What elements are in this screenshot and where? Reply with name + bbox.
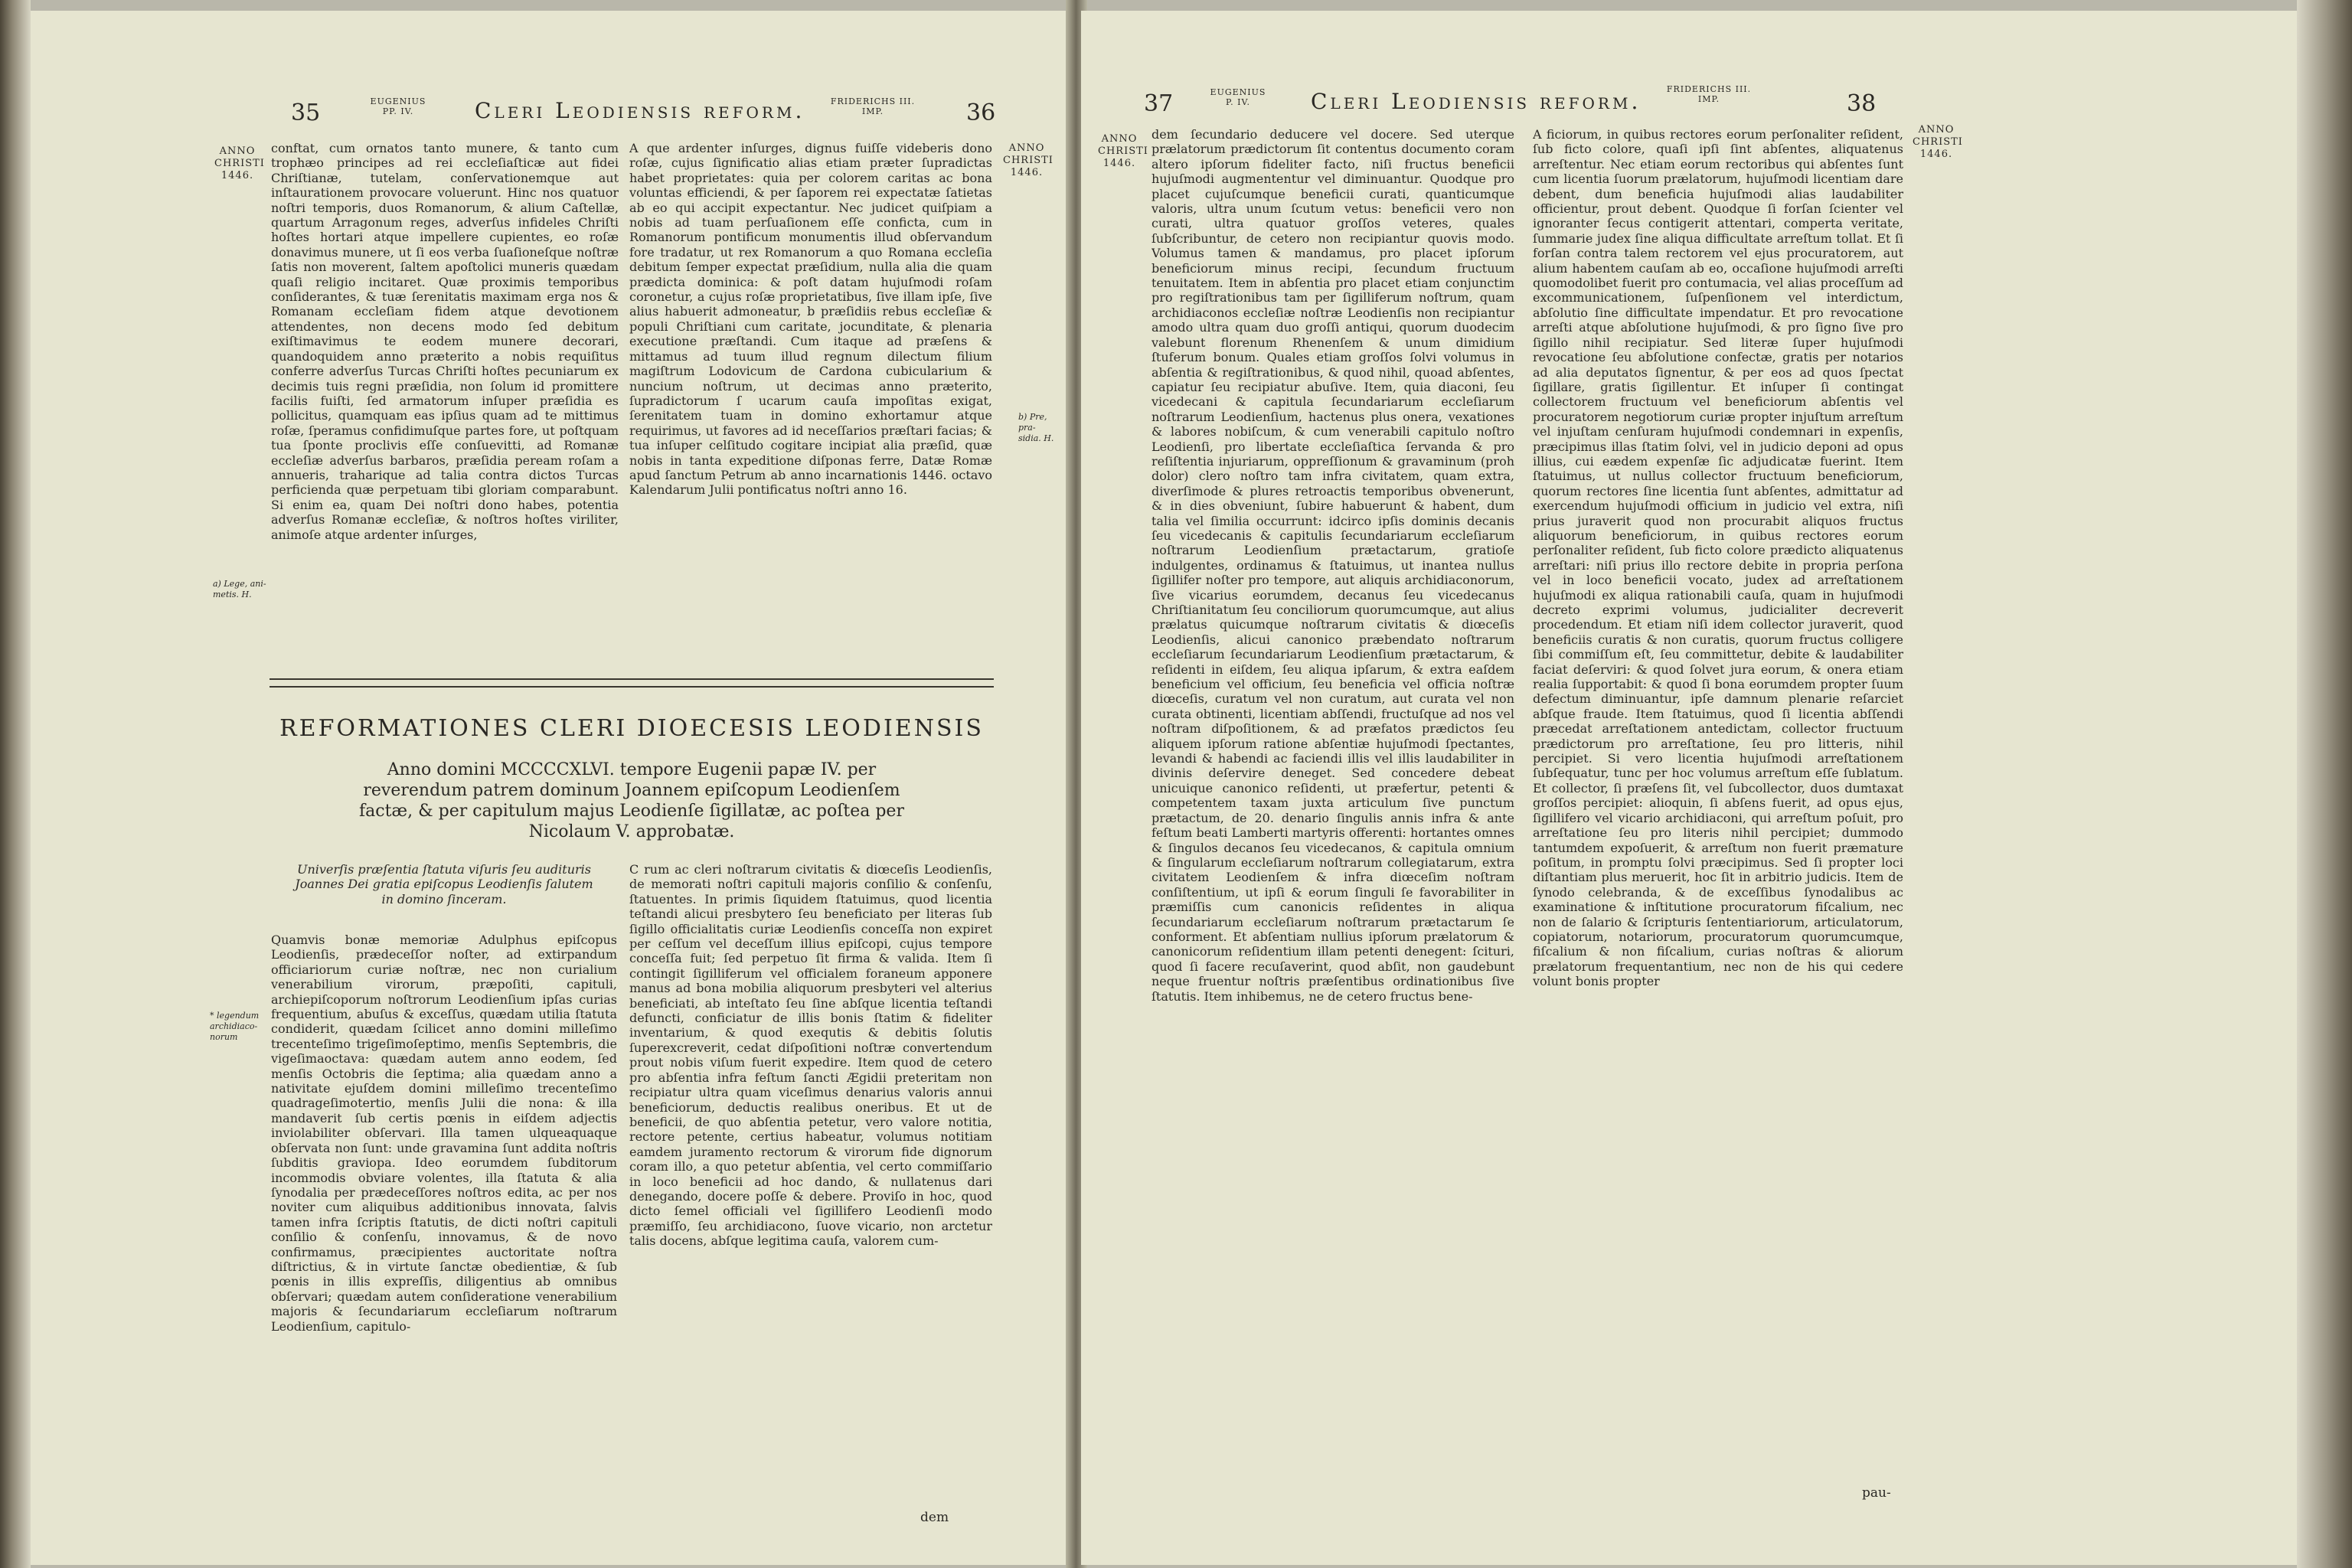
running-emperor: FRIDERICHS III. IMP. — [1666, 84, 1752, 104]
folio-number-35: 35 — [291, 100, 321, 126]
text-column-1 — [1152, 127, 1514, 1505]
folio-number-38: 38 — [1847, 90, 1877, 117]
running-pope: EUGENIUS PP. IV. — [370, 96, 426, 116]
section-subtitle: Anno domini MCCCCXLVI. tempore Eugenii papæ IV. per reverendum patrem dominum Joannem epiſcopum Leodienſem factæ, & per capitulum majus Leodienſe ſigillatæ, ac poſtea per Nicolaum V. approbatæ. — [359, 760, 904, 841]
margin-anno-christi: ANNO CHRISTI 1446. — [1003, 142, 1054, 178]
paragraph: C rum ac cleri noſtrarum civitatis & diœceſis Leodienſis, de memorati noſtri capituli majoris conſilio & conſenſu, ſtatuentes. In primis ſiquidem ſtatuimus, quod licentia teſtandi alicui presbytero ſeu beneficiato per literas ſub ſigillo officialitatis curiæ Leodienſis conceſſa non expiret per ceſſum vel deceſſum illius epiſcopi, cujus tempore conceſſa fuit; ſed perpetuo ſit firma & valida. Item ſi contingit ſigilliferum vel officialem foraneum apponere manus ad bona mobilia aliquorum presbyteri vel alterius beneficiati, ab inteſtato ſeu ſine abſque licentia teſtandi defuncti, conficiatur de illis bonis ſtatim & fideliter inventarium, & quod exequtis & debitis ſolutis ſuperexcreverit, cedat diſpoſitioni noſtræ convertendum prout nobis viſum fuerit expedire. Item quod de cetero pro abſentia infra feſtum ſancti Ægidii preteritam non recipiatur ultra quam viceſimus denarius valoris annui beneficiorum, deductis realibus oneribus. Et ut de beneficii, de quo abſentia petetur, vero valore notitia, rectore petente, certius habeatur, volumus notitiam eamdem juramento rectorum & virorum fide dignorum coram illo, a quo petetur abſentia, vel certo commiſſario in loco beneficii ad hoc dando, & nullatenus dari denegando, docere poſſe & debere. Proviſo in hoc, quod dicto ſemel officiali vel ſigillifero Leodienſi modo præmiſſo, ſeu archidiacono, ſuove vicario, non arctetur talis docens, abſque legitima cauſa, valorem cum- — [629, 862, 992, 1249]
text-column-3 — [271, 933, 617, 1514]
margin-footnote-a: a) Lege, ani- metis. H. — [213, 579, 266, 599]
folio-number-37: 37 — [1144, 90, 1174, 117]
margin-footnote-b: b) Pre, pra- sidia. H. — [1018, 412, 1054, 443]
running-pope: EUGENIUS P. IV. — [1210, 87, 1266, 107]
text-column-4 — [629, 862, 992, 1505]
folio-number-36: 36 — [966, 100, 996, 126]
paragraph: Quamvis bonæ memoriæ Adulphus epiſcopus Leodienſis, prædeceſſor noſter, ad extirpandum officiariorum curiæ noſtræ, nec non curialium venerabilium virorum, præpoſiti, capituli, archiepiſcoporum noſtrorum Leodienſium ipſas curias frequentium, abuſus & exceſſus, quædam utilia ſtatuta condiderit, quædam ſcilicet anno domini milleſimo trecenteſimo trigeſimoſeptimo, menſis Septembris, die vigeſimaoctava: quædam autem anno eodem, ſed menſis Octobris die ſeptima; alia quædam anno a nativitate ejuſdem domini milleſimo trecenteſimo quadrageſimotertio, menſis Julii die nona: & illa mandaverit ſub certis pœnis in eiſdem adjectis inviolabiliter obſervari. Illa tamen ulqueaquaque obſervata non ſunt: unde gravamina ſunt addita noſtris ſubditis gravioра. Ideo eorumdem ſubditorum incommodis obviare volentes, illa ſtatuta & alia ſynodalia per prædeceſſores noſtros edita, ac per nos noviter cum aliquibus additionibus innovata, ſalvis tamen infra ſcriptis ſtatutis, de dicti noſtri capituli conſilio & conſenſu, innovamus, & de novo confirmamus, præcipientes auctoritate noſtra diſtrictius, & in virtute ſanctæ obedientiæ, & ſub pœnis in illis expreſſis, diligentius ab omnibus obſervari; quædam autem conſiderationе venerabilium majoris & ſecundariarum eccleſiarum noſtrarum Leodienſium, capitulo- — [271, 933, 617, 1334]
section-title: REFORMATIONES CLERI DIOECESIS LEODIENSIS — [279, 715, 984, 742]
text-column-2 — [629, 141, 992, 631]
right-page — [1081, 11, 2297, 1565]
right-page-edges — [2297, 0, 2352, 1568]
salutation: Univerſis præſentia ſtatuta viſuris ſeu audituris Joannes Dei gratia epiſcopus Leodienſis ſalutem in domino ſinceram. — [295, 862, 593, 906]
paragraph: dem ſecundario deducere vel docere. Sed uterque prælatorum prædictorum ſit contentus documento coram altero ipſorum fideliter facto, niſi fructus beneficii hujuſmodi augmententur vel diminuantur. Quodque pro placet cujuſcumque beneficii curati, quanticumque valoris, ultra unum ſcutum vetus: beneficii vero non curati, ultra quatuor groſſos veteres, quales ſubſcribuntur, de cetero non recipiantur quovis modo. Volumus tamen & mandamus, pro placet ipſorum beneficiorum minus recipi, ſecundum fructuum tenuitatem. Item in abſentia pro placet etiam conjunctim pro regiſtrationibus tam per ſigilliferum noſtrum, quam archidiaconos eccleſiæ noſtræ Leodienſis non recipiantur amodo ultra quam duo groſſi antiqui, quorum duodecim valebunt florenum Rhenenſem & unum dimidium ſtuferum bonum. Quales etiam groſſos ſolvi volumus in abſentia & regiſtrationibus, & quod nihil, quoad abſentes, capiatur ſeu recipiatur abuſive. Item, quia diaconi, ſeu vicedecani & capitula ſecundariarum eccleſiarum noſtrarum Leodienſium, hactenus plus onera, vexationes & labores nobiſcum, & cum venerabili capitulo noſtro Leodienſi, pro libertate eccleſiaſtica ſervanda & pro reſiſtentia injuriarum, oppreſſionum & gravaminum (proh dolor) clero noſtro tam infra civitatem, quam extra, diverſimode & plures retroactis temporibus obvenerunt, & in dies obveniunt, ſubire habuerunt & habent, dum talia vel ſimilia occurrunt: idcirco ipſis dominis decanis ſeu vicedecanis & capitulis ſecundariarum eccleſiarum noſtrarum Leodienſium prætactarum, gratioſe indulgentes, ordinamus & ſtatuimus, ut inantea nullus ſigillifer noſter pro tempore, aut aliquis archidiaconorum, ſive vicarius eorumdem, decanus ſeu vicedecanus Chriſtianitatum ſeu conciliorum quorumcumque, aut alius prælatus quicumque noſtrarum civitatis & diœceſis Leodienſis, alicui canonico præbendato noſtrarum eccleſiarum ſecundariarum Leodienſium prætactarum, & reſidenti in eiſdem, ſeu aliqua ipſarum, & extra eaſdem beneficium vel officium, ſeu beneficia vel officia noſtræ diœceſis, curatum vel non curatum, aut curata vel non curata obtinenti, licentiam abſſendi, fructuſque ad nos vel noſtram diſpoſitionem, & ad præfatos prædictos ſeu aliquem ipſorum ratione abſentiæ hujuſmodi ſpectantes, levandi & habendi ac faciendi illis vel illis laudabiliter in divinis deſervire deneget. Sed concedere debeat unicuique canonico reſidenti, ut præfertur, petenti & competentem taxam juxta articulum ſive punctum prætactum, de 20. denario ſingulis annis infra & ante feſtum beati Lamberti martyris offerenti: hortantes omnes & ſingulos decanos ſeu vicedecanos, & capitula omnium & ſingularum eccleſiarum noſtrarum collegiatarum, extra civitatem Leodienſem & infra diœceſim noſtram conſiſtentium, ut ipſi & eorum ſinguli ſe favorabiliter in præmiſſis cum canonicis reſidentes in aliqua ſecundariarum eccleſiarum noſtrarum prætactarum ſe conforment. Et abſentiam nullius ipſorum prælatorum & canonicorum reſidentium illam petenti denegent: ſcituri, quod ſi facere recuſaverint, quod abſit, non gaudebunt neque fruentur noſtris præſentibus ordinationibus ſive ſtatutis. Item inhibemus, ne de cetero fructus bene- — [1152, 127, 1514, 1004]
running-title: Cleri Leodiensis reform. — [475, 98, 805, 123]
catchword: dem — [920, 1510, 949, 1525]
paragraph: A que ardenter inſurges, dignus fuiſſe videberis dono roſæ, cujus ſignificatio alias etiam præter ſupradictas habet proprietates: quia per colorem caritas ac bona voluntas efficiendi, & per ſaporem rei expectatæ ſatietas ab eo qui accipit expectantur. Nec judicet quiſpiam a nobis ad tuam perſuaſionem eſſe conficta, cum in Romanorum pontificum monumentis illud obſervandum fore tradatur, ut rex Romanorum a quo Romana eccleſia debitum ſemper expectat præſidium, nulla alia die quam prædicta dominica: & poſt datam hujuſmodi roſam coronetur, a cujus roſæ proprietatibus, ſive illam ipſe, ſive alius habuerit admoneatur, b præſidiis rebus eccleſiæ & populi Chriſtiani cum caritate, jocunditate, & plenaria executione præſtandi. Cum itaque ad præſens & mittamus ad tuum illud regnum dilectum filium magiſtrum Lodovicum de Cardona cubicularium & nuncium noſtrum, ut decimas anno præterito, ſupradictorum ſ ucarum cauſa impoſitas exigat, ſerenitatem tuam in domino exhortamur atque requirimus, ut favores ad id neceſſarios præſtari facias; & tua inſuper celſitudo cogitare incipiat alia præſid, quæ nobis in tanta expeditione diſponas ferre, Datæ Romæ apud ſanctum Petrum ab anno incarnationis 1446. octavo Kalendarum Julii pontificatus noſtri anno 16. — [629, 141, 992, 498]
left-page-edges — [0, 0, 31, 1568]
running-emperor: FRIDERICHS III. IMP. — [830, 96, 916, 116]
paragraph: conftat, cum ornatos tanto munere, & tanto cum trophæo principes ad rei eccleſiaſticæ aut fidei Chriſtianæ, tutelam, conſervationemque aut inſtaurationem provocare voluerunt. Hinc nos quatuor noſtri temporis, duos Romanorum, & alium Caſtellæ, quartum Arragonum reges, adverſus infideles Chriſti hoſtes hortari atque impellere cupientes, eo roſæ donavimus munere, ut ſi eos verba ſuaſioneſque noſtræ ſatis non moverent, ſaltem apoſtolici muneris quædam quaſi religio incitaret. Quæ proximis temporibus conſiderantes, & tuæ ſerenitatis maximam erga nos & Romanam eccleſiam fidem atque devotionem attendentes, non decens modo ſed debitum exiſtimavimus te eodem munere decorari, quandoquidem anno præterito a nobis requiſitus conferre adverſus Turcas Chriſti hoſtes pecuniarum ex decimis tuis regni præſidia, non ſolum id promittere facilis fuiſti, ſed armatorum inſuper præſidia es pollicitus, quamquam eas ipſius quam ad te mittimus roſæ, ſperamus confidimuſque partes fore, ut poſtquam tua ſponte proclivis eſſe conſuevitti, ad Romanæ eccleſiæ adverſus barbaros, præſidia peream roſam a annueris, traharique ad talia contra dictos Turcas perficienda quæ perpetuam tibi gloriam comparabunt. Si enim ea, quam Dei noſtri dono habes, potentia adverſus Romanæ eccleſiæ, & noſtros hoſtes viriliter, animoſe atque ardenter inſurges, — [271, 141, 619, 542]
left-page — [31, 11, 1072, 1565]
margin-anno-christi: ANNO CHRISTI 1446. — [214, 145, 265, 181]
text-column-1 — [271, 141, 619, 631]
text-column-2 — [1533, 127, 1903, 1505]
margin-anno-christi: ANNO CHRISTI 1446. — [1913, 124, 1963, 160]
running-title: Cleri Leodiensis reform. — [1311, 89, 1642, 114]
ornament-rule — [270, 678, 994, 688]
margin-footnote-c: * legendum archidiaco- norum — [210, 1011, 260, 1042]
catchword: pau- — [1862, 1485, 1891, 1501]
margin-anno-christi: ANNO CHRISTI 1446. — [1098, 133, 1148, 169]
paragraph: A ficiorum, in quibus rectores eorum perſonaliter reſident, ſub ficto colore, quaſi ipſi ſint abſentes, aliquatenus arreſtentur. Nec etiam eorum rectoribus qui abſentes ſunt cum licentia ſuorum prælatorum, hujuſmodi licentiam dare debent, dum beneficia hujuſmodi alias laudabiliter officientur, prout debent. Quodque ſi forſan ſcienter vel ignoranter ſecus contigerit attentari, comperta veritate, ſummarie judex ſine aliqua difficultate arreſtum tollat. Et ſi forſan contra talem rectorem vel ejus procuratorem, aut alium habentem cauſam ab eo, occaſione hujuſmodi arreſti quomodolibet fuerit pro contumacia, vel alias proceſſum ad excommunicationem, ſuſpenſionem vel interdictum, abſolutio ſine difficultate impendatur. Et pro revocatione arreſti atque abſolutione hujuſmodi, & pro ſigno ſive pro ſigillo nihil recipiatur. Sed literæ ſuper hujuſmodi revocatione ſeu abſolutione confectæ, gratis per notarios ad alia deputatos ſignentur, & per eos ad quos ſpectat ſigillare, gratis ſigillentur. Et inſuper ſi contingat collectorem fructuum vel beneficiorum abſentis vel procuratorem negotiorum curiæ propter injuſtum arreſtum vel injuſtam cenſuram hujuſmodi condemnari in expenſis, præcipimus illas ſtatim ſolvi, vel in judicio deponi ad opus illius, cui eædem expenſæ ſic adjudicatæ fuerint. Item ſtatuimus, ut nullus collector fructuum beneficiorum, quorum rectores ſine licentia ſunt abſentes, admittatur ad exercendum hujuſmodi officium in judicio vel extra, niſi prius juraverit quod non procurabit aliquos fructus aliquorum beneficiorum, in quibus rectores eorum perſonaliter reſident, ſub ficto colore prædicto aliquatenus arreſtari: niſi prius illo rectore debite in propria perſona vel in loco beneficii vocato, judex ad arreſtationem hujuſmodi ex aliqua rationabili cauſa, quam in hujuſmodi decreto exprimi volumus, judicialiter decreverit procedendum. Et etiam niſi idem collector juraverit, quod beneficiis curatis & non curatis, quorum fructus colligere ſibi commiſſum eſt, ſeu committetur, debite & laudabiliter faciat deſerviri: & quod ſolvet jura eorum, & onera etiam realia ſupportabit: & quod ſi bona eorumdem propter ſuum defectum diminuantur, ipſe damnum plenarie reſarciet abſque fraude. Item ſtatuimus, quod ſi licentia abſſendi præcedat arreſtationem antedictam, collector fructuum prædictorum pro arreſtatione, ſeu pro litteris, nihil percipiet. Si vero licentia hujuſmodi arreſtationem ſubſequatur, tunc per hoc volumus arreſtum eſſe ſublatum. Et collector, ſi præſens ſit, vel ſubcollector, duos dumtaxat groſſos percipiet: alioquin, ſi abſens fuerit, ad opus ejus, ſigillifero vel vicario archidiaconi, qui arreſtum poſuit, pro arreſtatione ſeu pro literis nihil percipiet; dummodo tantumdem expoſuerit, & arreſtum non fuerit præmature poſitum, in promptu ſolvi præcipimus. Sed ſi propter loci diſtantiam plus meruerit, hoc ſit in arbitrio judicis. Item de ſynodo celebranda, & de exceſſibus ſynodalibus ac examinatione & inſtitutione procuratorum fiſcalium, nec non de ſalario & ſcripturis ſententiariorum, articulatorum, copiatorum, notariorum, procuratorum quorumcumque, fiſcalium & non fiſcalium, curias noſtras & aliorum prælatorum frequentantium, nec non de his qui cedere volunt bonis propter — [1533, 127, 1903, 989]
